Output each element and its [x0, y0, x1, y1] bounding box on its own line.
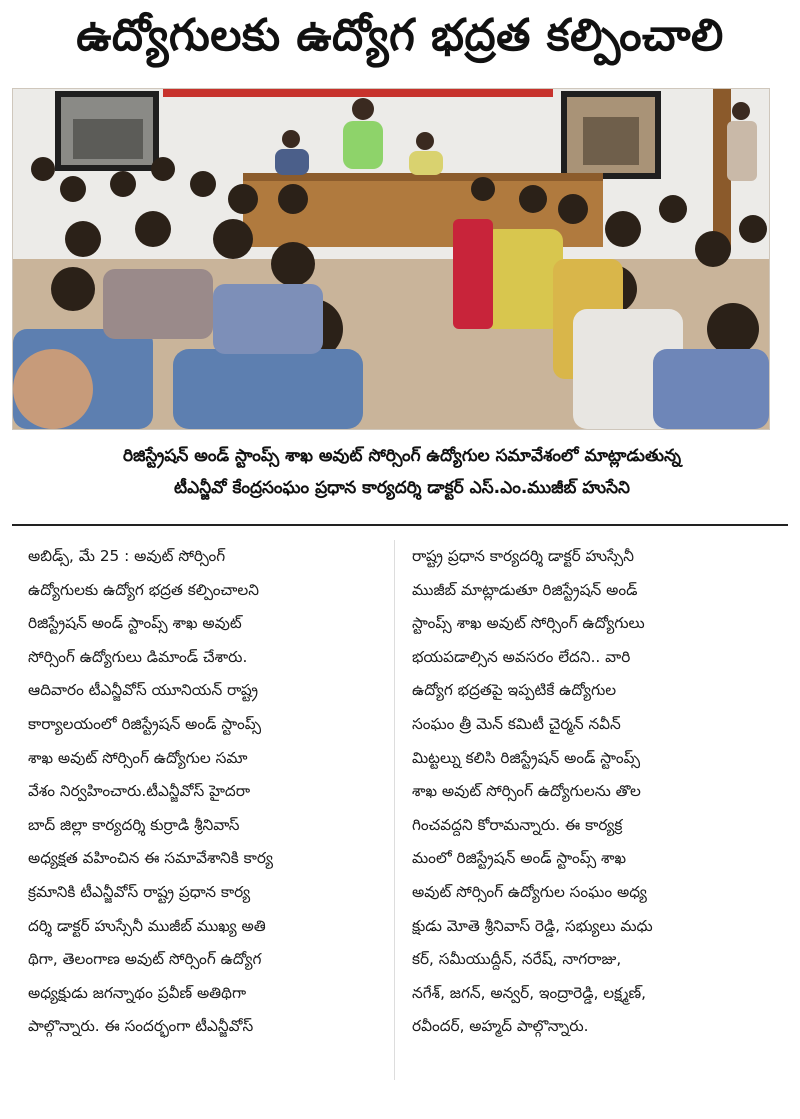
body-line: ముజీబ్ మాట్లాడుతూ రిజిస్ట్రేషన్ అండ్ — [412, 580, 638, 599]
body-line: శాఖ అవుట్ సోర్సింగ్ ఉద్యోగుల సమా — [28, 748, 248, 767]
body-line: మిట్టల్ను కలిసి రిజిస్ట్రేషన్ అండ్ స్టాంప్స్ — [412, 748, 641, 767]
body-line: అవుట్ సోర్సింగ్ ఉద్యోగుల సంఘం అధ్య — [412, 882, 647, 901]
photo-caption — [22, 440, 782, 504]
caption-line: టీఎన్జీవో కేంద్రసంఘం ప్రధాన కార్యదర్శి డాక్టర్ ఎస్.ఎం.ముజీబ్ హుసేని — [174, 478, 630, 498]
column-divider — [394, 540, 395, 1080]
body-line: కార్యాలయంలో రిజిస్ట్రేషన్ అండ్ స్టాంప్స్ — [28, 714, 262, 733]
body-line: అధ్యక్షుడు జగన్నాథం ప్రవీణ్ అతిథిగా — [28, 983, 247, 1002]
body-line: సంఘం త్రీ మెన్ కమిటీ చైర్మన్ నవీన్ — [412, 714, 621, 733]
body-line: రిజిస్ట్రేషన్ అండ్ స్టాంప్స్ శాఖ అవుట్ — [28, 614, 242, 633]
body-line: స్టాంప్స్ శాఖ అవుట్ సోర్సింగ్ ఉద్యోగులు — [412, 614, 645, 633]
meeting-photo — [12, 88, 770, 430]
body-line: వేశం నిర్వహించారు.టీఎన్జీవోస్ హైదరా — [28, 782, 251, 801]
body-line: పాల్గొన్నారు. ఈ సందర్భంగా టీఎన్జీవోస్ — [28, 1017, 254, 1036]
body-line: నగేశ్, జగన్, అన్వర్, ఇంద్రారెడ్డి, లక్ష్మణ్, — [412, 983, 647, 1002]
caption-divider — [12, 524, 788, 526]
body-line: రాష్ట్ర ప్రధాన కార్యదర్శి డాక్టర్ హుస్సేనీ — [412, 547, 635, 565]
body-line: క్రమానికి టీఎన్జీవోస్ రాష్ట్ర ప్రధాన కార్య — [28, 882, 251, 901]
body-line: క్షుడు మోతె శ్రీనివాస్ రెడ్డి, సభ్యులు మధు — [412, 916, 653, 935]
meeting-photo-illustration — [13, 89, 769, 429]
body-line: ఉద్యోగులకు ఉద్యోగ భద్రత కల్పించాలని — [28, 580, 259, 599]
body-line: అధ్యక్షత వహించిన ఈ సమావేశానికి కార్య — [28, 849, 273, 868]
body-line: సోర్సింగ్ ఉద్యోగులు డిమాండ్ చేశారు. — [28, 647, 248, 666]
body-line: భయపడాల్సిన అవసరం లేదని.. వారి — [412, 647, 631, 666]
body-line: బాద్ జిల్లా కార్యదర్శి కుర్రాడి శ్రీనివాస్ — [28, 815, 240, 834]
body-line: దర్శి డాక్టర్ హుస్సేనీ ముజీబ్ ముఖ్య అతి — [28, 916, 266, 935]
body-line: గించవద్దని కోరామన్నారు. ఈ కార్యక్ర — [412, 815, 623, 834]
caption-line: రిజిస్ట్రేషన్ అండ్ స్టాంప్స్ శాఖ అవుట్ సోర్సింగ్ ఉద్యోగుల సమావేశంలో మాట్లాడుతున్న — [122, 446, 682, 466]
body-line: రవీందర్, అహ్మద్ పాల్గొన్నారు. — [412, 1017, 589, 1036]
body-line: మంలో రిజిస్ట్రేషన్ అండ్ స్టాంప్స్ శాఖ — [412, 849, 627, 868]
body-line: కర్, సమీయుద్దీన్, నరేష్, నాగరాజు, — [412, 950, 622, 969]
body-line: ఆదివారం టీఎన్జీవోస్ యూనియన్ రాష్ట్ర — [28, 681, 259, 700]
body-line: అబిడ్స్, మే 25 : అవుట్ సోర్సింగ్ — [28, 547, 226, 565]
body-line: థిగా, తెలంగాణ అవుట్ సోర్సింగ్ ఉద్యోగ — [28, 950, 262, 969]
body-line: శాఖ అవుట్ సోర్సింగ్ ఉద్యోగులను తొల — [412, 782, 641, 801]
body-line: ఉద్యోగ భద్రతపై ఇప్పటికే ఉద్యోగుల — [412, 681, 617, 700]
article-column-right — [412, 540, 767, 1044]
headline: ఉద్యోగులకు ఉద్యోగ భద్రత కల్పించాలి — [76, 10, 724, 61]
article-column-left — [28, 540, 383, 1044]
